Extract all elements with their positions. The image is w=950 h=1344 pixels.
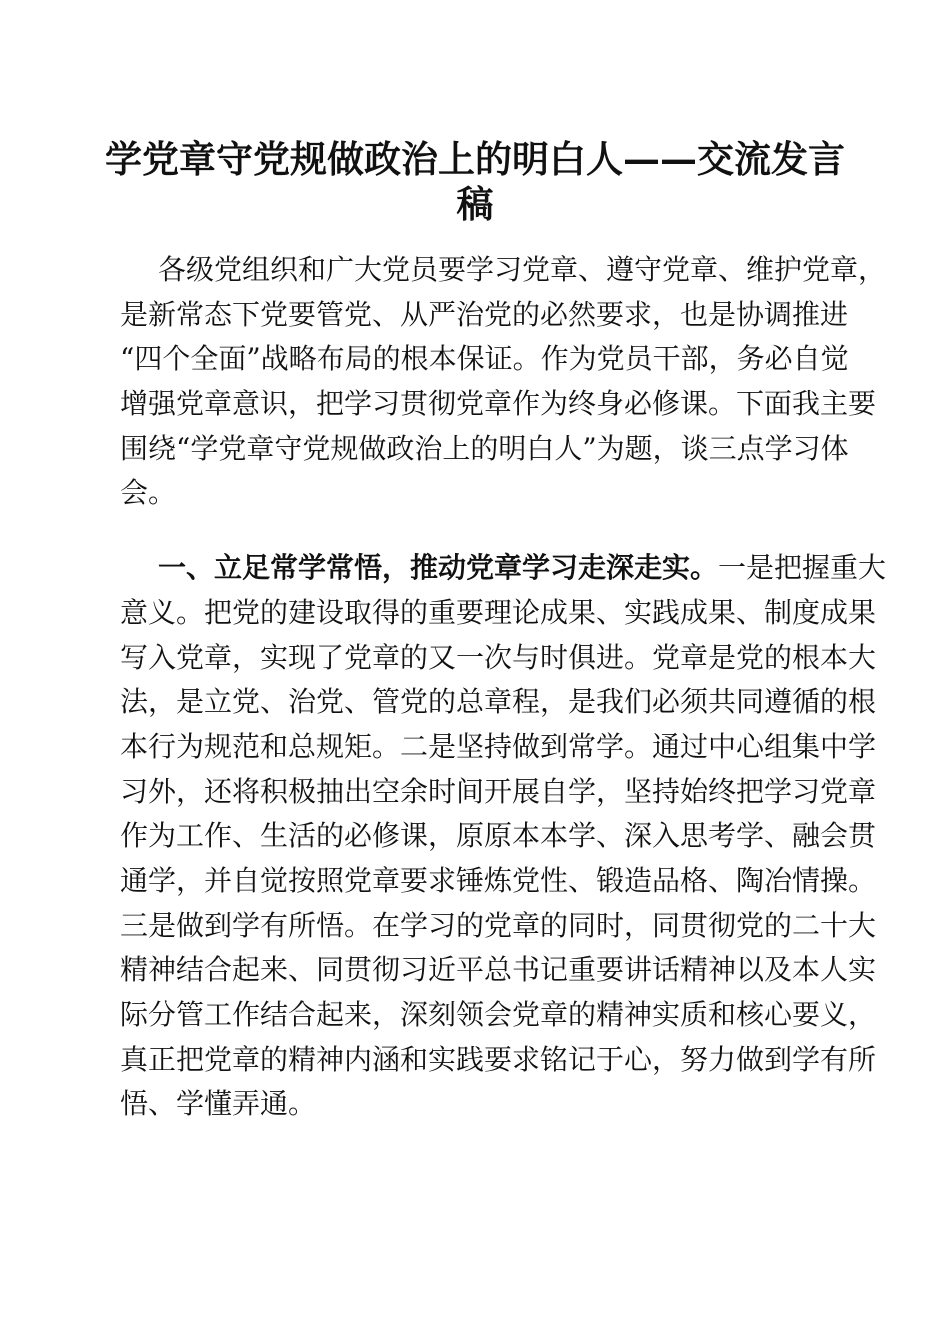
text-line — [120, 993, 877, 1038]
text-line — [120, 427, 849, 472]
text-run: 精神结合起来、同贯彻习近平总书记重要讲话精神以及本人实 — [120, 953, 877, 987]
text-run: 围绕“学党章守党规做政治上的明白人”为题，谈三点学习体 — [120, 431, 849, 465]
document-body — [120, 248, 887, 1157]
text-line — [120, 770, 877, 815]
document-title — [100, 137, 850, 227]
text-run: 习外，还将积极抽出空余时间开展自学，坚持始终把学习党章 — [120, 774, 877, 808]
text-run: 作为工作、生活的必修课，原原本本学、深入思考学、融会贯 — [120, 819, 877, 853]
text-line — [120, 725, 877, 770]
text-run: 法，是立党、治党、管党的总章程，是我们必须共同遵循的根 — [120, 685, 877, 719]
text-line — [120, 546, 887, 591]
paragraph — [120, 546, 887, 1127]
text-run: “四个全面”战略布局的根本保证。作为党员干部，务必自觉 — [120, 342, 849, 376]
text-line — [120, 382, 877, 427]
text-run: 意义。把党的建设取得的重要理论成果、实践成果、制度成果 — [120, 595, 877, 629]
text-run: 一是把握重大 — [718, 551, 887, 585]
title-line: 学党章守党规做政治上的明白人——交流发言 — [105, 137, 845, 181]
section-heading: 一、立足常学常悟，推动党章学习走深走实。 — [158, 551, 719, 585]
text-line — [120, 248, 887, 293]
text-line — [120, 859, 877, 904]
text-run: 际分管工作结合起来，深刻领会党章的精神实质和核心要义， — [120, 998, 877, 1031]
text-line — [120, 471, 830, 516]
text-line — [120, 636, 877, 681]
paragraph — [120, 248, 887, 516]
text-run: 通学，并自觉按照党章要求锤炼党性、锻造品格、陶冶情操。 — [120, 863, 877, 897]
text-line — [120, 591, 877, 636]
text-line — [120, 293, 849, 338]
text-run: 悟、学懂弄通。 — [120, 1087, 317, 1121]
text-line — [120, 1082, 830, 1127]
title-line: 稿 — [456, 182, 494, 226]
text-line — [120, 814, 877, 859]
text-line — [120, 1038, 877, 1083]
text-run: 各级党组织和广大党员要学习党章、遵守党章、维护党章， — [158, 253, 887, 286]
text-run: 是新常态下党要管党、从严治党的必然要求，也是协调推进 — [120, 297, 849, 331]
text-run: 会。 — [120, 476, 177, 510]
text-run: 增强党章意识，把学习贯彻党章作为终身必修课。下面我主要 — [120, 387, 877, 421]
text-line — [120, 680, 877, 725]
text-run: 三是做到学有所悟。在学习的党章的同时，同贯彻党的二十大 — [120, 908, 877, 942]
text-line — [120, 904, 877, 949]
text-run: 写入党章，实现了党章的又一次与时俱进。党章是党的根本大 — [120, 640, 877, 674]
text-run: 本行为规范和总规矩。二是坚持做到常学。通过中心组集中学 — [120, 729, 877, 763]
text-line — [120, 948, 877, 993]
text-run: 真正把党章的精神内涵和实践要求铭记于心，努力做到学有所 — [120, 1042, 877, 1076]
text-line — [120, 337, 849, 382]
